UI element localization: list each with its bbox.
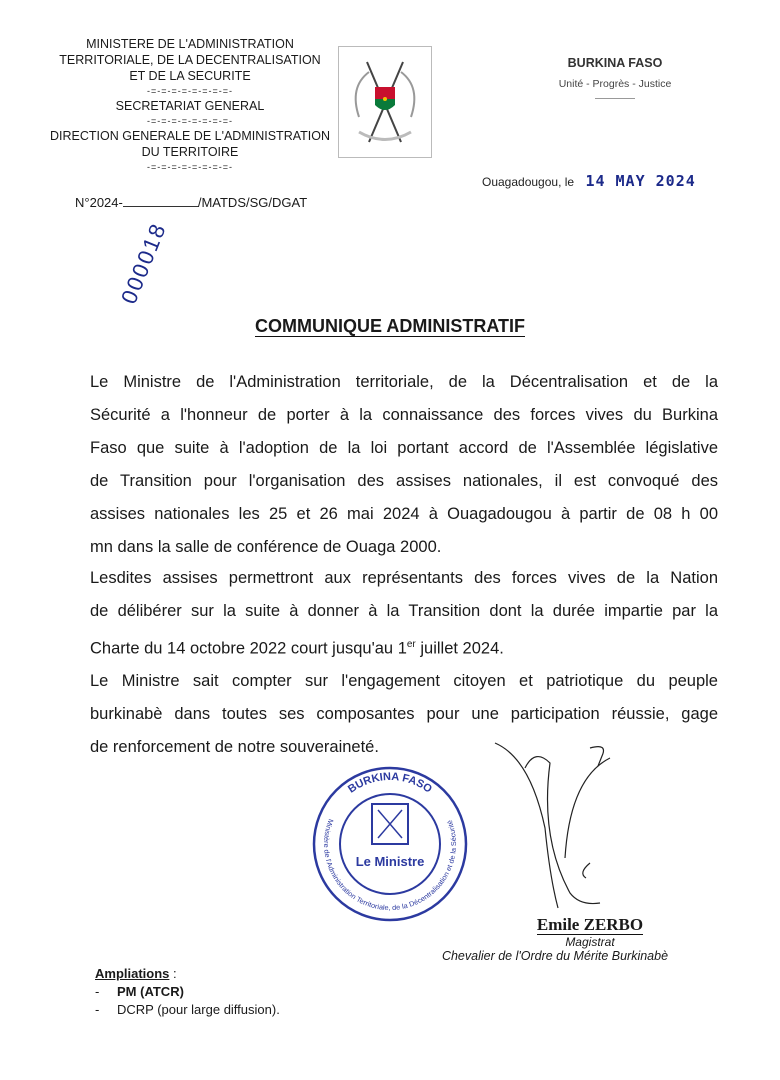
paragraph-1 [90,366,718,564]
signatory-role: Magistrat [565,935,615,949]
ampliations-heading: Ampliations [95,966,170,981]
reference-number [75,195,307,210]
separator: -=-=-=-=-=-=-=-=- [146,162,234,172]
secretariat: SECRETARIAT GENERAL [115,99,265,113]
direction-line: DIRECTION GENERALE DE L'ADMINISTRATION [50,129,330,143]
title-text: COMMUNIQUE ADMINISTRATIF [255,316,525,336]
superscript: er [406,639,416,650]
text-segment: Charte du 14 octobre 2022 court jusqu'au 1 [90,639,407,658]
stamp-center-text: Le Ministre [355,854,425,869]
country-name: BURKINA FASO [567,56,663,70]
separator: -=-=-=-=-=-=-=-=- [146,116,234,126]
ministry-line: TERRITORIALE, DE LA DECENTRALISATION [59,53,321,67]
coat-of-arms-icon [338,46,432,158]
date-prefix: Ouagadougou, le [482,175,575,189]
document-title [0,316,780,337]
signature-block [380,915,680,963]
stamp-ring-text: Ministère de l'Administration Territoriale, de la Décentralisation et de la Sécurité [321,817,459,913]
ref-number-stamp: 000018 [116,218,172,308]
bullet: - [95,1002,100,1017]
bullet: - [95,984,100,999]
colon: : [169,966,177,981]
text-line: Lesdites assises permettront aux représentants des forces vives de la Nation [90,569,718,587]
text-line: mn dans la salle de conférence de Ouaga 2000. [90,538,442,556]
direction-line: DU TERRITOIRE [141,145,239,159]
separator: -=-=-=-=-=-=-=-=- [146,86,234,96]
paragraph-2 [90,562,718,661]
list-item [95,984,280,999]
ref-suffix: /MATDS/SG/DGAT [197,195,308,210]
ministry-line: ET DE LA SECURITE [129,69,251,83]
ref-prefix: N°2024- [75,195,123,210]
list-item [95,1002,280,1017]
date-stamp: 14 MAY 2024 [585,172,696,190]
ref-blank [123,206,198,207]
text-line: Faso que suite à l'adoption de la loi portant accord de l'Assemblée législative [90,439,718,457]
country-block [540,56,690,99]
signatory-name [537,915,643,935]
ampliations [95,966,280,1017]
ministry-line: MINISTERE DE L'ADMINISTRATION [86,37,294,51]
motto: Unité - Progrès - Justice [558,78,672,90]
name-text: Emile ZERBO [536,915,644,934]
text-line: de Transition pour l'organisation des assises nationales, il est convoqué des [90,472,718,490]
text-line: burkinabè dans toutes ses composantes pour une participation réussie, gage [90,705,718,723]
text-line: de délibérer sur la suite à donner à la Transition dont la durée impartie par la [90,602,718,620]
stamp-top-text: BURKINA FASO [345,770,434,796]
text-line: Sécurité a l'honneur de porter à la connaissance des forces vives du Burkina [90,406,718,424]
signature-icon [490,738,630,910]
divider [595,98,635,99]
text-segment: juillet 2024. [415,639,504,658]
text-line: assises nationales les 25 et 26 mai 2024 à Ouagadougou à partir de 08 h 00 [90,505,718,523]
item-text: PM (ATCR) [117,984,184,999]
official-stamp [310,764,470,924]
date-line [482,172,696,190]
text-line: Le Ministre de l'Administration territoriale, de la Décentralisation et de la [90,373,718,391]
text-line: Le Ministre sait compter sur l'engagement citoyen et patriotique du peuple [90,672,718,690]
item-text: DCRP (pour large diffusion). [117,1002,280,1017]
text-line [90,628,718,661]
ministry-header [40,36,340,174]
signatory-honor: Chevalier de l'Ordre du Mérite Burkinabè [441,949,669,963]
text-line: de renforcement de notre souveraineté. [90,738,379,756]
